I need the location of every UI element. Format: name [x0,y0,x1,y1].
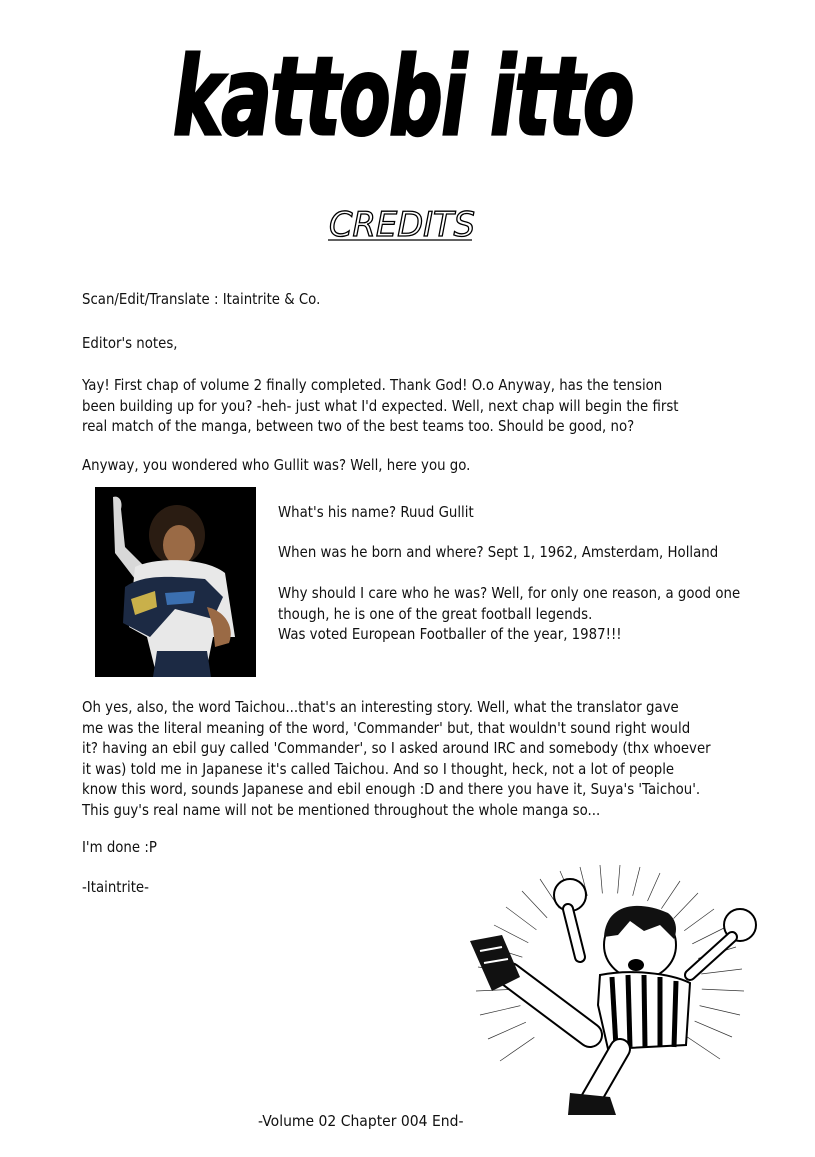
paragraph-line: know this word, sounds Japanese and ebil enough :D and there you have it, Suya's 'Taichou'. [82,780,701,798]
gullit-care-line: Was voted European Footballer of the year, 1987!!! [278,625,622,643]
paragraph-line: Oh yes, also, the word Taichou...that's an interesting story. Well, what the translator gave [82,698,679,716]
done-line: I'm done :P [82,838,157,856]
gullit-care-line: Why should I care who he was? Well, for only one reason, a good one [278,584,741,602]
credits-heading [322,200,482,250]
paragraph-line: it? having an ebil guy called 'Commander', so I asked around IRC and somebody (thx whoever [82,739,711,757]
paragraph-line: it was) told me in Japanese it's called Taichou. And so I thought, heck, not a lot of people [82,759,675,778]
gullit-born-line: When was he born and where? Sept 1, 1962, Amsterdam, Holland [278,543,719,561]
paragraph-intro [82,375,776,437]
paragraph-line: been building up for you? -heh- just what I'd expected. Well, next chap will begin the first [82,396,679,415]
paragraph-line: Yay! First chap of volume 2 finally completed. Thank God! O.o Anyway, has the tension [82,376,663,394]
logo-text: kattobi itto [173,35,633,160]
paragraph-line: This guy's real name will not be mentioned throughout the whole manga so... [82,800,601,819]
ruud-gullit-photo [95,487,256,677]
editors-notes-label: Editor's notes, [82,334,178,352]
credits-heading-text: CREDITS [329,205,475,245]
signature: -Itaintrite- [82,878,149,896]
credits-line: Scan/Edit/Translate : Itaintrite & Co. [82,290,321,308]
gullit-care-paragraph [278,583,815,645]
chapter-end-footer: -Volume 02 Chapter 004 End- [258,1112,464,1130]
gullit-name-line: What's his name? Ruud Gullit [278,503,474,521]
manga-player-illustration [440,865,770,1120]
paragraph-line: me was the literal meaning of the word, 'Commander' but, that wouldn't sound right would [82,718,691,737]
kattobi-itto-logo [168,35,638,160]
paragraph-line: real match of the manga, between two of the best teams too. Should be good, no? [82,417,635,435]
paragraph-taichou [82,697,813,820]
gullit-intro-line: Anyway, you wondered who Gullit was? Well, here you go. [82,456,471,474]
gullit-care-line: though, he is one of the great football legends. [278,604,593,623]
